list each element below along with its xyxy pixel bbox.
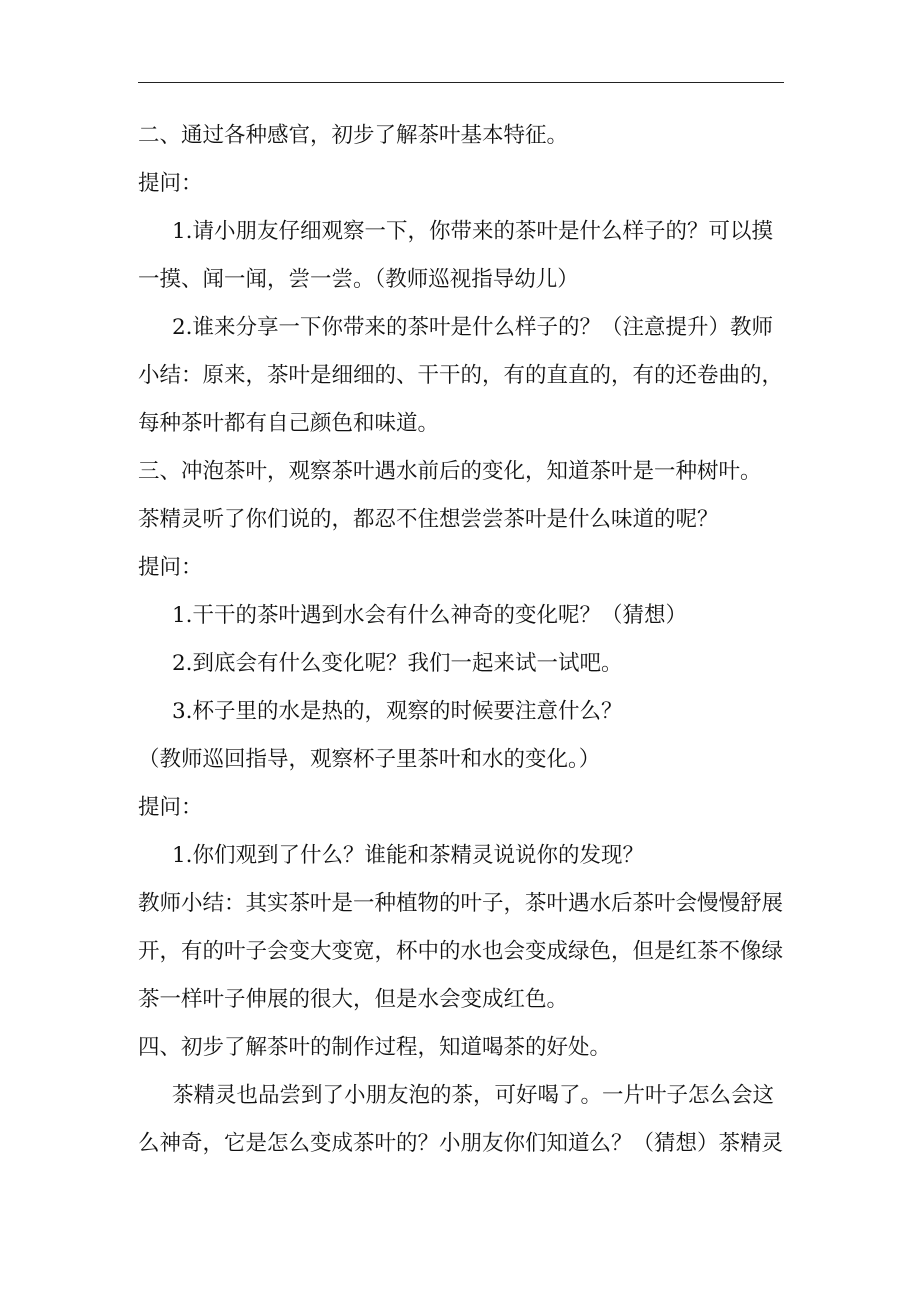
body-line: 每种茶叶都有自己颜色和味道。 <box>138 411 440 436</box>
body-line: 3.杯子里的水是热的，观察的时候要注意什么？ <box>172 699 623 724</box>
body-line: 茶一样叶子伸展的很大，但是水会变成红色。 <box>138 987 569 1012</box>
question-label: 提问： <box>138 171 203 196</box>
question-label: 提问： <box>138 555 203 580</box>
body-line: 1.干干的茶叶遇到水会有什么神奇的变化呢？（猜想） <box>172 603 688 628</box>
body-line: 教师小结：其实茶叶是一种植物的叶子，茶叶遇水后茶叶会慢慢舒展 <box>138 891 784 916</box>
body-line: 2.到底会有什么变化呢？我们一起来试一试吧。 <box>172 651 623 676</box>
section-heading-2: 二、通过各种感官，初步了解茶叶基本特征。 <box>138 123 569 148</box>
body-line: 小结：原来，茶叶是细细的、干干的，有的直直的，有的还卷曲的， <box>138 363 784 388</box>
body-line: 1.请小朋友仔细观察一下，你带来的茶叶是什么样子的？可以摸 <box>172 219 774 244</box>
body-line: 一摸、闻一闻，尝一尝。（教师巡视指导幼儿） <box>138 267 579 292</box>
body-line: 1.你们观到了什么？谁能和茶精灵说说你的发现？ <box>172 843 645 868</box>
body-line: 茶精灵听了你们说的，都忍不住想尝尝茶叶是什么味道的呢？ <box>138 507 719 532</box>
body-line: 2.谁来分享一下你带来的茶叶是什么样子的？（注意提升）教师 <box>172 315 774 340</box>
header-divider <box>138 82 784 83</box>
section-heading-4: 四、初步了解茶叶的制作过程，知道喝茶的好处。 <box>138 1035 612 1060</box>
body-line: 茶精灵也品尝到了小朋友泡的茶，可好喝了。一片叶子怎么会这 <box>172 1083 775 1108</box>
question-label: 提问： <box>138 795 203 820</box>
body-line: 开，有的叶子会变大变宽，杯中的水也会变成绿色，但是红茶不像绿 <box>138 939 784 964</box>
document-body <box>138 112 788 1168</box>
body-line: 么神奇，它是怎么变成茶叶的？小朋友你们知道么？（猜想）茶精灵 <box>138 1131 784 1156</box>
section-heading-3: 三、冲泡茶叶，观察茶叶遇水前后的变化，知道茶叶是一种树叶。 <box>138 459 762 484</box>
body-line: （教师巡回指导，观察杯子里茶叶和水的变化。） <box>138 747 601 772</box>
